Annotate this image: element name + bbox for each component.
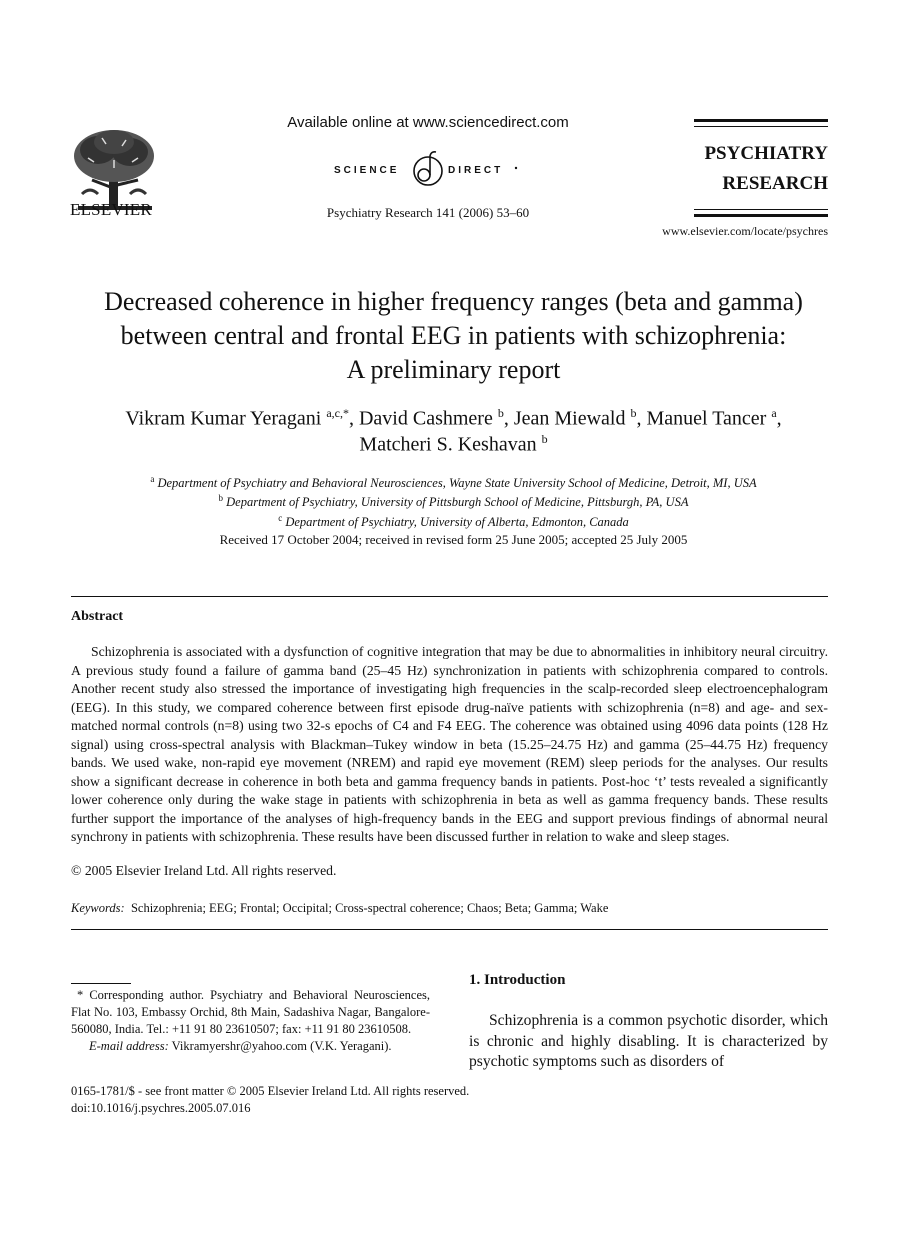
affiliation-marker: a: [150, 474, 155, 484]
author-name: Matcheri S. Keshavan: [359, 433, 537, 456]
footnote-rule: [71, 983, 131, 984]
affiliation-text: Department of Psychiatry and Behavioral Neurosciences, Wayne State University School of Medicine, Detroit, MI, USA: [157, 476, 757, 491]
affiliation-text: Department of Psychiatry, University of Pittsburgh School of Medicine, Pittsburgh, PA, USA: [226, 495, 689, 510]
author-affiliation-marker: b: [541, 432, 548, 447]
title-line: Decreased coherence in higher frequency ranges (beta and gamma): [104, 287, 803, 316]
author-separator: ,: [348, 407, 359, 430]
author-separator: ,: [636, 407, 647, 430]
header-rule-top-thin: [694, 126, 828, 127]
available-online-text: Available online at www.sciencedirect.com: [287, 114, 569, 131]
issn-line: 0165-1781/$ - see front matter © 2005 Elsevier Ireland Ltd. All rights reserved.: [71, 1084, 470, 1098]
abstract-heading: Abstract: [71, 609, 124, 624]
author-list: [50, 406, 857, 459]
introduction-paragraph: Schizophrenia is a common psychotic disorder, which is chronic and highly disabling. It is characterized by psychotic symptoms such as disorders of: [469, 1012, 828, 1070]
author-name: Jean Miewald: [513, 407, 626, 430]
author-affiliation-marker: b: [497, 406, 504, 420]
affiliation-marker: c: [278, 512, 283, 523]
journal-citation: Psychiatry Research 141 (2006) 53–60: [326, 205, 530, 220]
keywords: [71, 901, 828, 916]
doi-line[interactable]: doi:10.1016/j.psychres.2005.07.016: [71, 1101, 251, 1115]
received-dates: Received 17 October 2004; received in revised form 25 June 2005; accepted 25 July 2005: [219, 532, 688, 547]
author-name: Manuel Tancer: [646, 407, 767, 430]
author-name: David Cashmere: [358, 407, 493, 430]
email-label: E-mail address:: [89, 1039, 169, 1053]
journal-name-line1: PSYCHIATRY: [704, 143, 828, 164]
author-affiliation-marker: b: [630, 406, 637, 420]
affiliation: [50, 492, 857, 511]
introduction-heading: 1. Introduction: [469, 972, 566, 988]
author-name: Vikram Kumar Yeragani: [125, 407, 322, 430]
header-rule-top: [694, 119, 828, 122]
paper-title: [50, 285, 857, 386]
abstract-body: [71, 643, 828, 847]
email-address[interactable]: Vikramyershr@yahoo.com (V.K. Yeragani).: [171, 1039, 392, 1053]
author-separator: ,: [776, 407, 782, 430]
abstract-rule-top: [71, 596, 828, 597]
affiliations: [50, 473, 857, 531]
header-rule-bottom: [694, 214, 828, 217]
keywords-list: Schizophrenia; EEG; Frontal; Occipital; Cross-spectral coherence; Chaos; Beta; Gamma; Wake: [130, 901, 609, 915]
journal-url-link[interactable]: www.elsevier.com/locate/psychres: [662, 224, 828, 238]
sciencedirect-logo: [330, 146, 530, 192]
journal-name-line2: RESEARCH: [722, 173, 828, 194]
affiliation: [50, 512, 857, 531]
footnote-email: [71, 1038, 430, 1055]
author-affiliation-marker: a: [771, 406, 777, 420]
corresponding-author-footnote: [71, 987, 430, 1055]
title-line: A preliminary report: [346, 354, 561, 384]
author-separator: ,: [503, 407, 514, 430]
footnote-corresponding: * Corresponding author. Psychiatry and Behavioral Neurosciences, Flat No. 103, Embassy Orchid, 8th Main, Sadashiva Nagar, Bangalore-560080, India. Tel.: +11 91 80 23610507; fax: +11 91 80 23610508.: [71, 988, 430, 1036]
affiliation-marker: b: [218, 493, 224, 504]
introduction-body: [469, 1011, 828, 1073]
abstract-rule-bottom: [71, 929, 828, 930]
abstract-paragraph: Schizophrenia is associated with a dysfunction of cognitive integration that may be due to abnormalities in inhibitory neural circuitry. A previous study found a failure of gamma band (25–45 Hz) synchronization in patients with schizophrenia compared to controls. Another recent study also stressed the importance of investigating high frequencies in the scalp-recorded sleep electroencephalogram (EEG). In this study, we compared coherence between first episode drug-naïve patients with schizophrenia (n=8) and age- and sex-matched normal controls (n=8) using two 32-s epochs of C4 and F4 EEG. The coherence was obtained using 4096 data points (128 Hz signal) using cross-spectral analysis with Blackman–Tukey window in beta (15.25–24.75 Hz) and gamma (25–44.75 Hz) frequency bands. We used wake, non-rapid eye movement (NREM) and rapid eye movement (REM) sleep periods for the analyses. Our results show a significant decrease in coherence in both beta and gamma frequency bands in patients. Post-hoc ‘t’ tests revealed a significantly lower coherence only during the wake stage in patients with schizophrenia in beta as well as gamma frequency bands. These results further support the importance of the analyses of high-frequency bands in the EEG and support previous findings of abnormal neural synchrony in patients with schizophrenia. These results have been discussed further in relation to wake and sleep stages.: [71, 644, 828, 844]
publisher-wordmark: ELSEVIER: [70, 200, 152, 219]
author-affiliation-marker: a,c,*: [326, 406, 349, 420]
sciencedirect-logo-right: DIRECT: [448, 165, 504, 176]
keywords-label: Keywords:: [71, 901, 125, 915]
sciencedirect-logo-left: SCIENCE: [334, 165, 400, 176]
affiliation: [50, 473, 857, 492]
header-rule-bottom-thin: [694, 209, 828, 210]
front-matter: [71, 1083, 469, 1117]
title-line: between central and frontal EEG in patients with schizophrenia:: [120, 320, 787, 350]
copyright-notice: © 2005 Elsevier Ireland Ltd. All rights reserved.: [71, 863, 337, 878]
affiliation-text: Department of Psychiatry, University of Alberta, Edmonton, Canada: [285, 514, 629, 529]
